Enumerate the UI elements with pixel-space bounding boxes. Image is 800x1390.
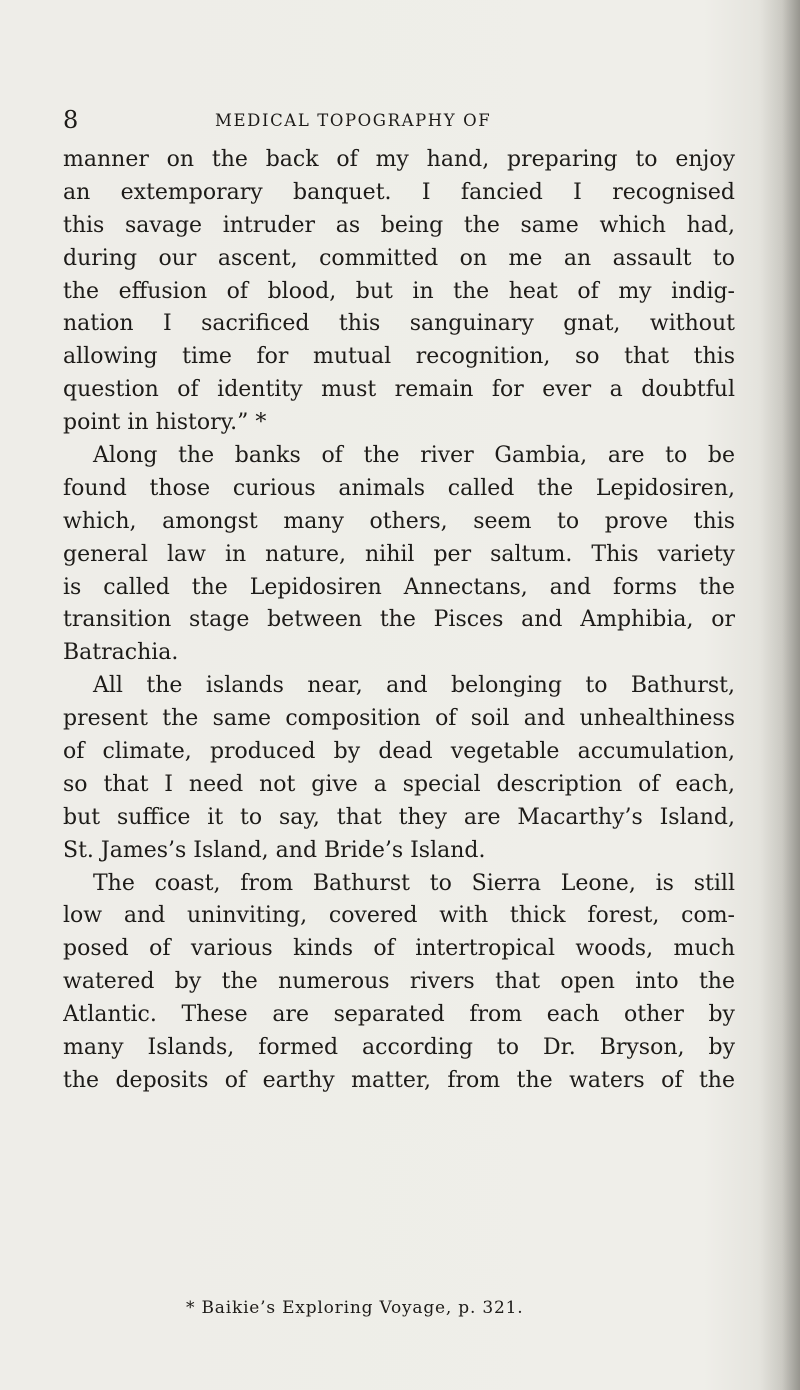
- text-line: Atlantic. These are separated from each other by: [63, 1002, 735, 1028]
- text-line: many Islands, formed according to Dr. Bryson, by: [63, 1035, 735, 1061]
- text-line: this savage intruder as being the same which had,: [63, 212, 735, 238]
- text-line: of climate, produced by dead vegetable accumulation,: [63, 739, 735, 765]
- page-number: 8: [63, 106, 79, 134]
- text-line: during our ascent, committed on me an assault to: [63, 245, 735, 271]
- text-line: but suffice it to say, that they are Macarthy’s Island,: [63, 804, 735, 830]
- text-line: nation I sacrificed this sanguinary gnat, without: [63, 311, 735, 337]
- text-line: Batrachia.: [63, 640, 179, 666]
- text-line: low and uninviting, covered with thick forest, com-: [63, 903, 735, 929]
- text-line: general law in nature, nihil per saltum. This variety: [63, 541, 735, 567]
- text-line: question of identity must remain for ever a doubtful: [63, 377, 735, 403]
- text-line: is called the Lepidosiren Annectans, and forms the: [63, 574, 735, 600]
- text-line: point in history.” *: [63, 410, 267, 436]
- text-line: present the same composition of soil and unhealthiness: [63, 706, 735, 732]
- paragraph-start-line: The coast, from Bathurst to Sierra Leone, is still: [93, 870, 735, 896]
- text-line: manner on the back of my hand, preparing to enjoy: [63, 147, 735, 172]
- paragraph-start-line: All the islands near, and belonging to Bathurst,: [93, 673, 735, 699]
- text-line: an extemporary banquet. I fancied I recognised: [63, 179, 735, 205]
- body-text: [63, 144, 735, 1098]
- page-edge-shadow: [760, 0, 800, 1390]
- text-line: allowing time for mutual recognition, so that this: [63, 344, 735, 370]
- text-line: watered by the numerous rivers that open into the: [63, 969, 735, 995]
- text-line: St. James’s Island, and Bride’s Island.: [63, 837, 486, 863]
- text-line: which, amongst many others, seem to prove this: [63, 508, 735, 534]
- text-line: the effusion of blood, but in the heat of my indig-: [63, 278, 735, 304]
- text-line: found those curious animals called the Lepidosiren,: [63, 475, 735, 501]
- text-line: the deposits of earthy matter, from the waters of the: [63, 1067, 735, 1093]
- running-title: MEDICAL TOPOGRAPHY OF: [215, 111, 492, 130]
- text-line: so that I need not give a special description of each,: [63, 771, 735, 797]
- paragraph-start-line: Along the banks of the river Gambia, are to be: [93, 443, 735, 469]
- footnote: * Baikie’s Exploring Voyage, p. 321.: [186, 1298, 524, 1318]
- page-header: [63, 105, 743, 135]
- text-line: transition stage between the Pisces and Amphibia, or: [63, 607, 735, 633]
- text-line: posed of various kinds of intertropical woods, much: [63, 936, 735, 962]
